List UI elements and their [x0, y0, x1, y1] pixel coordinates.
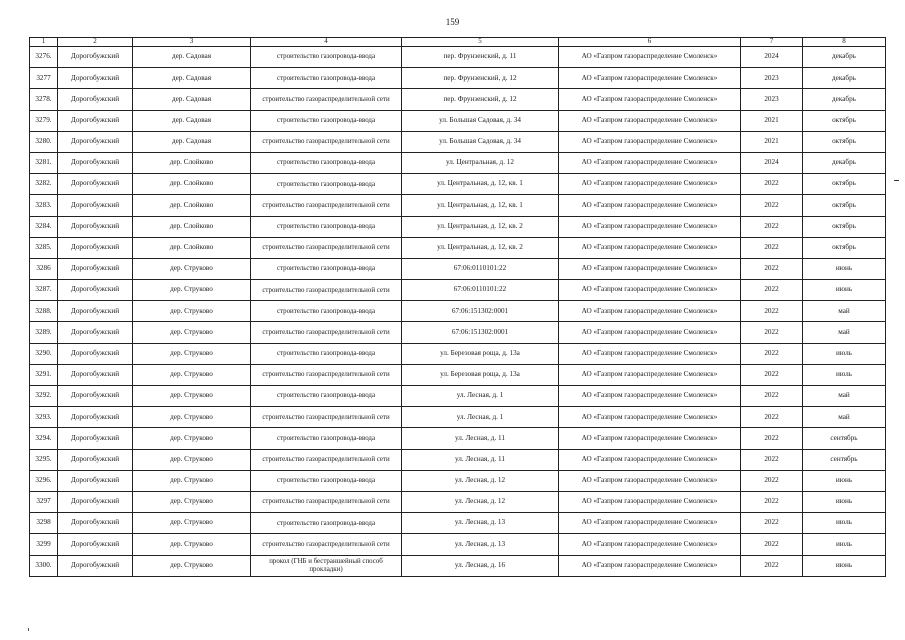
- cell-work-type: строительство газораспределительной сети: [251, 491, 402, 512]
- cell-row-number: 3276.: [30, 47, 58, 68]
- cell-work-type: строительство газопровода-ввода: [251, 386, 402, 407]
- cell-row-number: 3297: [30, 491, 58, 512]
- cell-row-number: 3281.: [30, 152, 58, 173]
- cell-settlement: дер. Струково: [133, 449, 251, 470]
- cell-year: 2022: [741, 301, 803, 322]
- cell-work-type: строительство газопровода-ввода: [251, 258, 402, 279]
- table-row: [30, 322, 886, 343]
- cell-organization: АО «Газпром газораспределение Смоленск»: [559, 131, 741, 152]
- cell-row-number: 3296.: [30, 470, 58, 491]
- cell-district: Дорогобужский: [58, 449, 133, 470]
- cell-year: 2022: [741, 322, 803, 343]
- cell-address: пер. Фрунзенский, д. 12: [402, 89, 559, 110]
- cell-year: 2022: [741, 555, 803, 576]
- cell-address: ул. Лесная, д. 16: [402, 555, 559, 576]
- column-header: 3: [133, 38, 251, 47]
- cell-month: май: [803, 322, 886, 343]
- cell-work-type: строительство газопровода-ввода: [251, 301, 402, 322]
- cell-work-type: строительство газопровода-ввода: [251, 47, 402, 68]
- cell-work-type: строительство газопровода-ввода: [251, 110, 402, 131]
- cell-work-type: строительство газопровода-ввода: [251, 428, 402, 449]
- column-header: 8: [803, 38, 886, 47]
- cell-work-type: строительство газопровода-ввода: [251, 174, 402, 195]
- cell-address: 67:06:151302:0001: [402, 322, 559, 343]
- cell-row-number: 3284.: [30, 216, 58, 237]
- cell-settlement: дер. Струково: [133, 555, 251, 576]
- cell-month: октябрь: [803, 131, 886, 152]
- cell-address: ул. Лесная, д. 1: [402, 407, 559, 428]
- cell-row-number: 3278.: [30, 89, 58, 110]
- cell-month: июль: [803, 364, 886, 385]
- cell-settlement: дер. Струково: [133, 534, 251, 555]
- cell-address: ул. Лесная, д. 1: [402, 386, 559, 407]
- table-row: [30, 174, 886, 195]
- cell-organization: АО «Газпром газораспределение Смоленск»: [559, 449, 741, 470]
- cell-settlement: дер. Струково: [133, 470, 251, 491]
- cell-year: 2022: [741, 491, 803, 512]
- cell-address: ул. Лесная, д. 12: [402, 491, 559, 512]
- cell-organization: АО «Газпром газораспределение Смоленск»: [559, 534, 741, 555]
- cell-year: 2022: [741, 449, 803, 470]
- cell-address: ул. Лесная, д. 13: [402, 513, 559, 534]
- cell-organization: АО «Газпром газораспределение Смоленск»: [559, 322, 741, 343]
- cell-month: октябрь: [803, 110, 886, 131]
- cell-year: 2022: [741, 470, 803, 491]
- table-row: [30, 131, 886, 152]
- cell-organization: АО «Газпром газораспределение Смоленск»: [559, 258, 741, 279]
- cell-settlement: дер. Слойково: [133, 152, 251, 173]
- cell-organization: АО «Газпром газораспределение Смоленск»: [559, 386, 741, 407]
- cell-work-type: строительство газораспределительной сети: [251, 449, 402, 470]
- table-row: [30, 407, 886, 428]
- cell-work-type: строительство газопровода-ввода: [251, 343, 402, 364]
- cell-row-number: 3285.: [30, 237, 58, 258]
- cell-address: ул. Центральная, д. 12, кв. 2: [402, 237, 559, 258]
- cell-district: Дорогобужский: [58, 258, 133, 279]
- cell-row-number: 3286: [30, 258, 58, 279]
- cell-address: 67:06:0110101:22: [402, 258, 559, 279]
- cell-work-type: строительство газораспределительной сети: [251, 407, 402, 428]
- table-row: [30, 47, 886, 68]
- cell-settlement: дер. Слойково: [133, 195, 251, 216]
- cell-address: ул. Центральная, д. 12, кв. 2: [402, 216, 559, 237]
- cell-settlement: дер. Слойково: [133, 174, 251, 195]
- cell-organization: АО «Газпром газораспределение Смоленск»: [559, 280, 741, 301]
- table-row: [30, 301, 886, 322]
- cell-row-number: 3287.: [30, 280, 58, 301]
- cell-district: Дорогобужский: [58, 47, 133, 68]
- cell-work-type: строительство газораспределительной сети: [251, 237, 402, 258]
- column-header: 7: [741, 38, 803, 47]
- cell-settlement: дер. Садовая: [133, 110, 251, 131]
- cell-address: ул. Большая Садовая, д. 34: [402, 131, 559, 152]
- cell-organization: АО «Газпром газораспределение Смоленск»: [559, 216, 741, 237]
- cell-year: 2023: [741, 89, 803, 110]
- cell-month: декабрь: [803, 152, 886, 173]
- cell-address: ул. Лесная, д. 11: [402, 428, 559, 449]
- cell-work-type: строительство газораспределительной сети: [251, 322, 402, 343]
- cell-row-number: 3277: [30, 68, 58, 89]
- cell-settlement: дер. Струково: [133, 428, 251, 449]
- table-row: [30, 216, 886, 237]
- cell-address: ул. Центральная, д. 12, кв. 1: [402, 174, 559, 195]
- cell-month: май: [803, 407, 886, 428]
- cell-month: июнь: [803, 555, 886, 576]
- cell-district: Дорогобужский: [58, 216, 133, 237]
- cell-settlement: дер. Струково: [133, 280, 251, 301]
- cell-settlement: дер. Струково: [133, 301, 251, 322]
- cell-work-type: строительство газопровода-ввода: [251, 152, 402, 173]
- cell-year: 2022: [741, 534, 803, 555]
- cell-row-number: 3282.: [30, 174, 58, 195]
- column-header: 4: [251, 38, 402, 47]
- cell-settlement: дер. Струково: [133, 343, 251, 364]
- cell-year: 2024: [741, 47, 803, 68]
- cell-month: июнь: [803, 470, 886, 491]
- table-row: [30, 470, 886, 491]
- table-row: [30, 68, 886, 89]
- table-row: [30, 343, 886, 364]
- table-row: [30, 386, 886, 407]
- table-row: [30, 449, 886, 470]
- cell-address: 67:06:0110101:22: [402, 280, 559, 301]
- cell-row-number: 3283.: [30, 195, 58, 216]
- cell-address: пер. Фрунзенский, д. 12: [402, 68, 559, 89]
- table-row: [30, 89, 886, 110]
- cell-work-type: строительство газораспределительной сети: [251, 131, 402, 152]
- cell-address: ул. Центральная, д. 12: [402, 152, 559, 173]
- cell-organization: АО «Газпром газораспределение Смоленск»: [559, 195, 741, 216]
- table-row: [30, 491, 886, 512]
- cell-district: Дорогобужский: [58, 364, 133, 385]
- cell-row-number: 3290.: [30, 343, 58, 364]
- cell-month: июль: [803, 513, 886, 534]
- cell-settlement: дер. Струково: [133, 407, 251, 428]
- cell-district: Дорогобужский: [58, 237, 133, 258]
- cell-row-number: 3289.: [30, 322, 58, 343]
- column-header: 6: [559, 38, 741, 47]
- cell-year: 2022: [741, 237, 803, 258]
- page-number: 159: [445, 17, 460, 27]
- cell-month: июль: [803, 343, 886, 364]
- cell-organization: АО «Газпром газораспределение Смоленск»: [559, 470, 741, 491]
- cell-organization: АО «Газпром газораспределение Смоленск»: [559, 89, 741, 110]
- cell-district: Дорогобужский: [58, 407, 133, 428]
- table-row: [30, 555, 886, 576]
- cell-district: Дорогобужский: [58, 301, 133, 322]
- cell-month: сентябрь: [803, 428, 886, 449]
- cell-month: октябрь: [803, 237, 886, 258]
- cell-month: декабрь: [803, 68, 886, 89]
- cell-row-number: 3291.: [30, 364, 58, 385]
- cell-organization: АО «Газпром газораспределение Смоленск»: [559, 343, 741, 364]
- cell-work-type: строительство газопровода-ввода: [251, 216, 402, 237]
- cell-district: Дорогобужский: [58, 470, 133, 491]
- cell-district: Дорогобужский: [58, 534, 133, 555]
- cell-month: октябрь: [803, 174, 886, 195]
- cell-settlement: дер. Струково: [133, 364, 251, 385]
- column-header: 1: [30, 38, 58, 47]
- cell-district: Дорогобужский: [58, 322, 133, 343]
- cell-month: июнь: [803, 258, 886, 279]
- cell-settlement: дер. Садовая: [133, 47, 251, 68]
- gasification-table: [29, 37, 886, 577]
- cell-work-type: строительство газопровода-ввода: [251, 513, 402, 534]
- cell-row-number: 3279.: [30, 110, 58, 131]
- cell-district: Дорогобужский: [58, 343, 133, 364]
- cell-district: Дорогобужский: [58, 386, 133, 407]
- table-row: [30, 280, 886, 301]
- column-header: 5: [402, 38, 559, 47]
- cell-year: 2022: [741, 195, 803, 216]
- cell-row-number: 3300.: [30, 555, 58, 576]
- cell-district: Дорогобужский: [58, 89, 133, 110]
- cell-organization: АО «Газпром газораспределение Смоленск»: [559, 364, 741, 385]
- cell-row-number: 3294.: [30, 428, 58, 449]
- table-row: [30, 364, 886, 385]
- column-number-row: [30, 38, 886, 47]
- cell-district: Дорогобужский: [58, 428, 133, 449]
- table-row: [30, 237, 886, 258]
- cell-work-type: строительство газораспределительной сети: [251, 280, 402, 301]
- cell-district: Дорогобужский: [58, 174, 133, 195]
- cell-address: ул. Лесная, д. 11: [402, 449, 559, 470]
- cell-row-number: 3280.: [30, 131, 58, 152]
- cell-address: ул. Березовая роща, д. 13а: [402, 343, 559, 364]
- cell-year: 2022: [741, 258, 803, 279]
- cell-district: Дорогобужский: [58, 110, 133, 131]
- scan-mark: [894, 180, 899, 181]
- cell-district: Дорогобужский: [58, 513, 133, 534]
- table-row: [30, 534, 886, 555]
- cell-month: октябрь: [803, 195, 886, 216]
- table-body: [30, 47, 886, 577]
- cell-work-type: строительство газопровода-ввода: [251, 68, 402, 89]
- scan-mark: [28, 628, 29, 631]
- cell-month: май: [803, 301, 886, 322]
- cell-organization: АО «Газпром газораспределение Смоленск»: [559, 152, 741, 173]
- cell-year: 2022: [741, 428, 803, 449]
- cell-month: сентябрь: [803, 449, 886, 470]
- cell-district: Дорогобужский: [58, 195, 133, 216]
- cell-settlement: дер. Слойково: [133, 237, 251, 258]
- cell-settlement: дер. Струково: [133, 513, 251, 534]
- cell-address: ул. Лесная, д. 13: [402, 534, 559, 555]
- cell-year: 2022: [741, 386, 803, 407]
- cell-address: пер. Фрунзенский, д. 11: [402, 47, 559, 68]
- cell-address: 67:06:151302:0001: [402, 301, 559, 322]
- cell-row-number: 3299: [30, 534, 58, 555]
- cell-year: 2023: [741, 68, 803, 89]
- cell-row-number: 3293.: [30, 407, 58, 428]
- cell-year: 2021: [741, 110, 803, 131]
- cell-settlement: дер. Струково: [133, 258, 251, 279]
- cell-work-type: прокол (ГНБ и бестраншейный способ прокладки): [251, 555, 402, 576]
- cell-district: Дорогобужский: [58, 491, 133, 512]
- cell-month: декабрь: [803, 47, 886, 68]
- cell-year: 2022: [741, 407, 803, 428]
- cell-row-number: 3288.: [30, 301, 58, 322]
- cell-work-type: строительство газораспределительной сети: [251, 534, 402, 555]
- cell-year: 2022: [741, 280, 803, 301]
- cell-district: Дорогобужский: [58, 555, 133, 576]
- cell-row-number: 3295.: [30, 449, 58, 470]
- cell-settlement: дер. Струково: [133, 322, 251, 343]
- cell-district: Дорогобужский: [58, 152, 133, 173]
- table-row: [30, 513, 886, 534]
- cell-organization: АО «Газпром газораспределение Смоленск»: [559, 237, 741, 258]
- table-row: [30, 428, 886, 449]
- cell-settlement: дер. Садовая: [133, 68, 251, 89]
- cell-organization: АО «Газпром газораспределение Смоленск»: [559, 428, 741, 449]
- cell-month: июнь: [803, 280, 886, 301]
- cell-settlement: дер. Слойково: [133, 216, 251, 237]
- table-row: [30, 258, 886, 279]
- cell-month: июль: [803, 534, 886, 555]
- cell-organization: АО «Газпром газораспределение Смоленск»: [559, 68, 741, 89]
- cell-work-type: строительство газораспределительной сети: [251, 195, 402, 216]
- cell-work-type: строительство газораспределительной сети: [251, 364, 402, 385]
- cell-district: Дорогобужский: [58, 280, 133, 301]
- cell-month: июнь: [803, 491, 886, 512]
- cell-district: Дорогобужский: [58, 131, 133, 152]
- cell-organization: АО «Газпром газораспределение Смоленск»: [559, 555, 741, 576]
- cell-year: 2022: [741, 513, 803, 534]
- cell-organization: АО «Газпром газораспределение Смоленск»: [559, 301, 741, 322]
- cell-organization: АО «Газпром газораспределение Смоленск»: [559, 513, 741, 534]
- cell-year: 2022: [741, 174, 803, 195]
- column-header: 2: [58, 38, 133, 47]
- cell-organization: АО «Газпром газораспределение Смоленск»: [559, 110, 741, 131]
- cell-year: 2024: [741, 152, 803, 173]
- table-row: [30, 152, 886, 173]
- cell-month: октябрь: [803, 216, 886, 237]
- cell-month: декабрь: [803, 89, 886, 110]
- cell-year: 2021: [741, 131, 803, 152]
- cell-settlement: дер. Садовая: [133, 131, 251, 152]
- cell-year: 2022: [741, 343, 803, 364]
- cell-row-number: 3298: [30, 513, 58, 534]
- cell-organization: АО «Газпром газораспределение Смоленск»: [559, 407, 741, 428]
- cell-work-type: строительство газораспределительной сети: [251, 89, 402, 110]
- cell-organization: АО «Газпром газораспределение Смоленск»: [559, 491, 741, 512]
- cell-settlement: дер. Садовая: [133, 89, 251, 110]
- cell-address: ул. Лесная, д. 12: [402, 470, 559, 491]
- cell-address: ул. Большая Садовая, д. 34: [402, 110, 559, 131]
- cell-year: 2022: [741, 216, 803, 237]
- cell-district: Дорогобужский: [58, 68, 133, 89]
- table-row: [30, 110, 886, 131]
- cell-address: ул. Центральная, д. 12, кв. 1: [402, 195, 559, 216]
- cell-settlement: дер. Струково: [133, 386, 251, 407]
- cell-organization: АО «Газпром газораспределение Смоленск»: [559, 47, 741, 68]
- cell-work-type: строительство газопровода-ввода: [251, 470, 402, 491]
- cell-organization: АО «Газпром газораспределение Смоленск»: [559, 174, 741, 195]
- cell-row-number: 3292.: [30, 386, 58, 407]
- cell-settlement: дер. Струково: [133, 491, 251, 512]
- table-row: [30, 195, 886, 216]
- cell-month: май: [803, 386, 886, 407]
- cell-year: 2022: [741, 364, 803, 385]
- cell-address: ул. Березовая роща, д. 13а: [402, 364, 559, 385]
